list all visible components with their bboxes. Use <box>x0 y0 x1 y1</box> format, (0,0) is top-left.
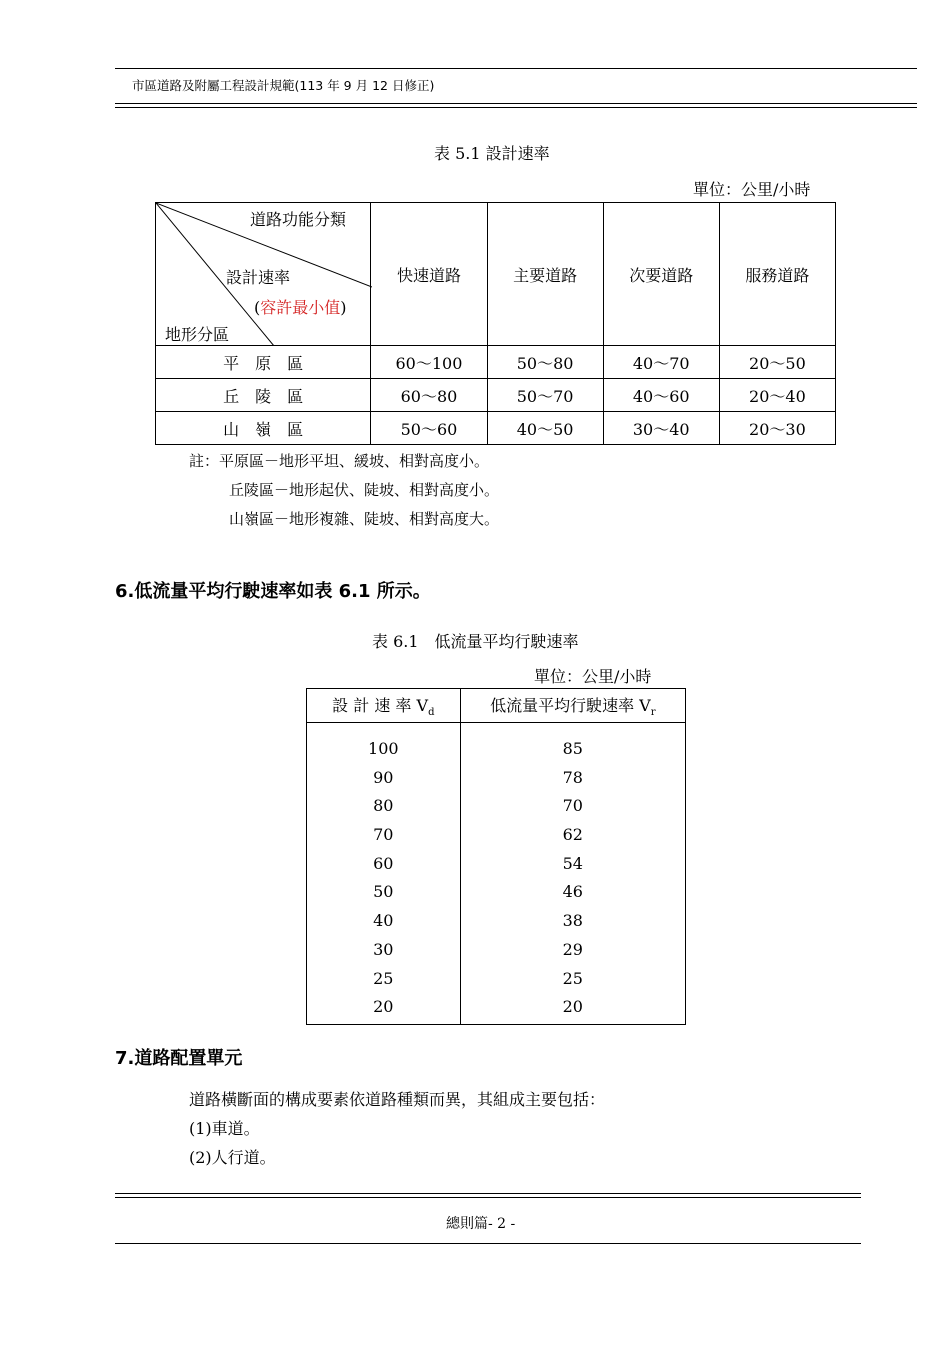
table-cell: 60～100 <box>371 346 487 379</box>
list-item: 30 <box>373 939 394 959</box>
list-item: 29 <box>562 939 583 959</box>
list-item: 25 <box>562 968 583 988</box>
list-item: 40 <box>373 911 394 931</box>
column-header-expressway: 快速道路 <box>371 203 487 346</box>
table-cell: 40～60 <box>603 379 719 412</box>
table-5-1-caption: 表 5.1 設計速率 <box>434 144 550 163</box>
running-speed-table <box>306 688 686 1025</box>
list-item: 20 <box>373 997 394 1017</box>
list-item: 100 <box>368 739 399 758</box>
list-item: 20 <box>562 997 583 1017</box>
table-cell: 40～70 <box>603 346 719 379</box>
table-5-1-unit: 單位：公里/小時 <box>693 180 811 199</box>
list-item: 80 <box>373 796 394 816</box>
list-item: 38 <box>562 911 583 931</box>
table-row-plain <box>156 346 836 379</box>
table-cell: 50～70 <box>487 379 603 412</box>
footer-rule-2 <box>115 1197 861 1198</box>
design-speed-column <box>307 723 461 1025</box>
table-6-1-unit: 單位：公里/小時 <box>534 667 652 686</box>
table-cell: 50～80 <box>487 346 603 379</box>
section-6-heading: 6.低流量平均行駛速率如表 6.1 所示。 <box>115 581 431 602</box>
table-cell: 30～40 <box>603 412 719 445</box>
document-header: 市區道路及附屬工程設計規範(113 年 9 月 12 日修正) <box>132 78 435 93</box>
corner-label-min-allowed: (容許最小值) <box>254 298 347 317</box>
row-label-plain: 平 原 區 <box>156 346 371 379</box>
list-item: (2)人行道。 <box>189 1148 276 1167</box>
column-header-running-speed: 低流量平均行駛速率 $V_r$ <box>460 689 685 723</box>
column-header-design-speed: 設 計 速 率 $V_d$ <box>307 689 461 723</box>
column-header-service-road: 服務道路 <box>719 203 835 346</box>
header-top-rule <box>115 68 917 69</box>
list-item: 78 <box>562 767 583 787</box>
table-cell: 20～40 <box>719 379 835 412</box>
list-item: 54 <box>562 853 583 873</box>
table-note-plain: 註：平原區－地形平坦、緩坡、相對高度小。 <box>189 452 490 470</box>
column-header-minor-road: 次要道路 <box>603 203 719 346</box>
footer-bottom-rule <box>115 1243 861 1244</box>
footer-rule-1 <box>115 1193 861 1194</box>
table-cell: 20～50 <box>719 346 835 379</box>
corner-label-road-class: 道路功能分類 <box>250 210 347 229</box>
list-item: 90 <box>373 767 394 787</box>
table-note-mountain: 山嶺區－地形複雜、陡坡、相對高度大。 <box>229 510 500 528</box>
row-label-mountain: 山 嶺 區 <box>156 412 371 445</box>
list-item: 70 <box>562 796 583 816</box>
list-item: 85 <box>562 739 583 758</box>
running-speed-column <box>460 723 685 1025</box>
list-item: 25 <box>373 968 394 988</box>
list-item: 46 <box>562 882 583 902</box>
design-speed-table <box>155 202 836 445</box>
row-label-hill: 丘 陵 區 <box>156 379 371 412</box>
header-rule-2 <box>115 107 917 108</box>
section-7-heading: 7.道路配置單元 <box>115 1048 243 1069</box>
column-header-major-road: 主要道路 <box>487 203 603 346</box>
table-row-mountain <box>156 412 836 445</box>
list-item: (1)車道。 <box>189 1119 260 1138</box>
list-item: 70 <box>373 825 394 845</box>
list-item: 50 <box>373 882 394 902</box>
table-row-hill <box>156 379 836 412</box>
header-rule-1 <box>115 103 917 104</box>
table-6-1-caption: 表 6.1 低流量平均行駛速率 <box>372 632 579 651</box>
table-cell: 60～80 <box>371 379 487 412</box>
list-item: 60 <box>373 853 394 873</box>
table-corner-cell <box>156 203 371 346</box>
table-cell: 20～30 <box>719 412 835 445</box>
table-cell: 40～50 <box>487 412 603 445</box>
corner-label-design-speed: 設計速率 <box>226 268 291 287</box>
corner-label-terrain: 地形分區 <box>165 325 230 344</box>
section-7-intro: 道路橫斷面的構成要素依道路種類而異，其組成主要包括： <box>189 1090 606 1109</box>
table-cell: 50～60 <box>371 412 487 445</box>
page-number: 總則篇- 2 - <box>446 1216 516 1232</box>
table-note-hill: 丘陵區－地形起伏、陡坡、相對高度小。 <box>229 481 500 499</box>
list-item: 62 <box>562 825 583 845</box>
